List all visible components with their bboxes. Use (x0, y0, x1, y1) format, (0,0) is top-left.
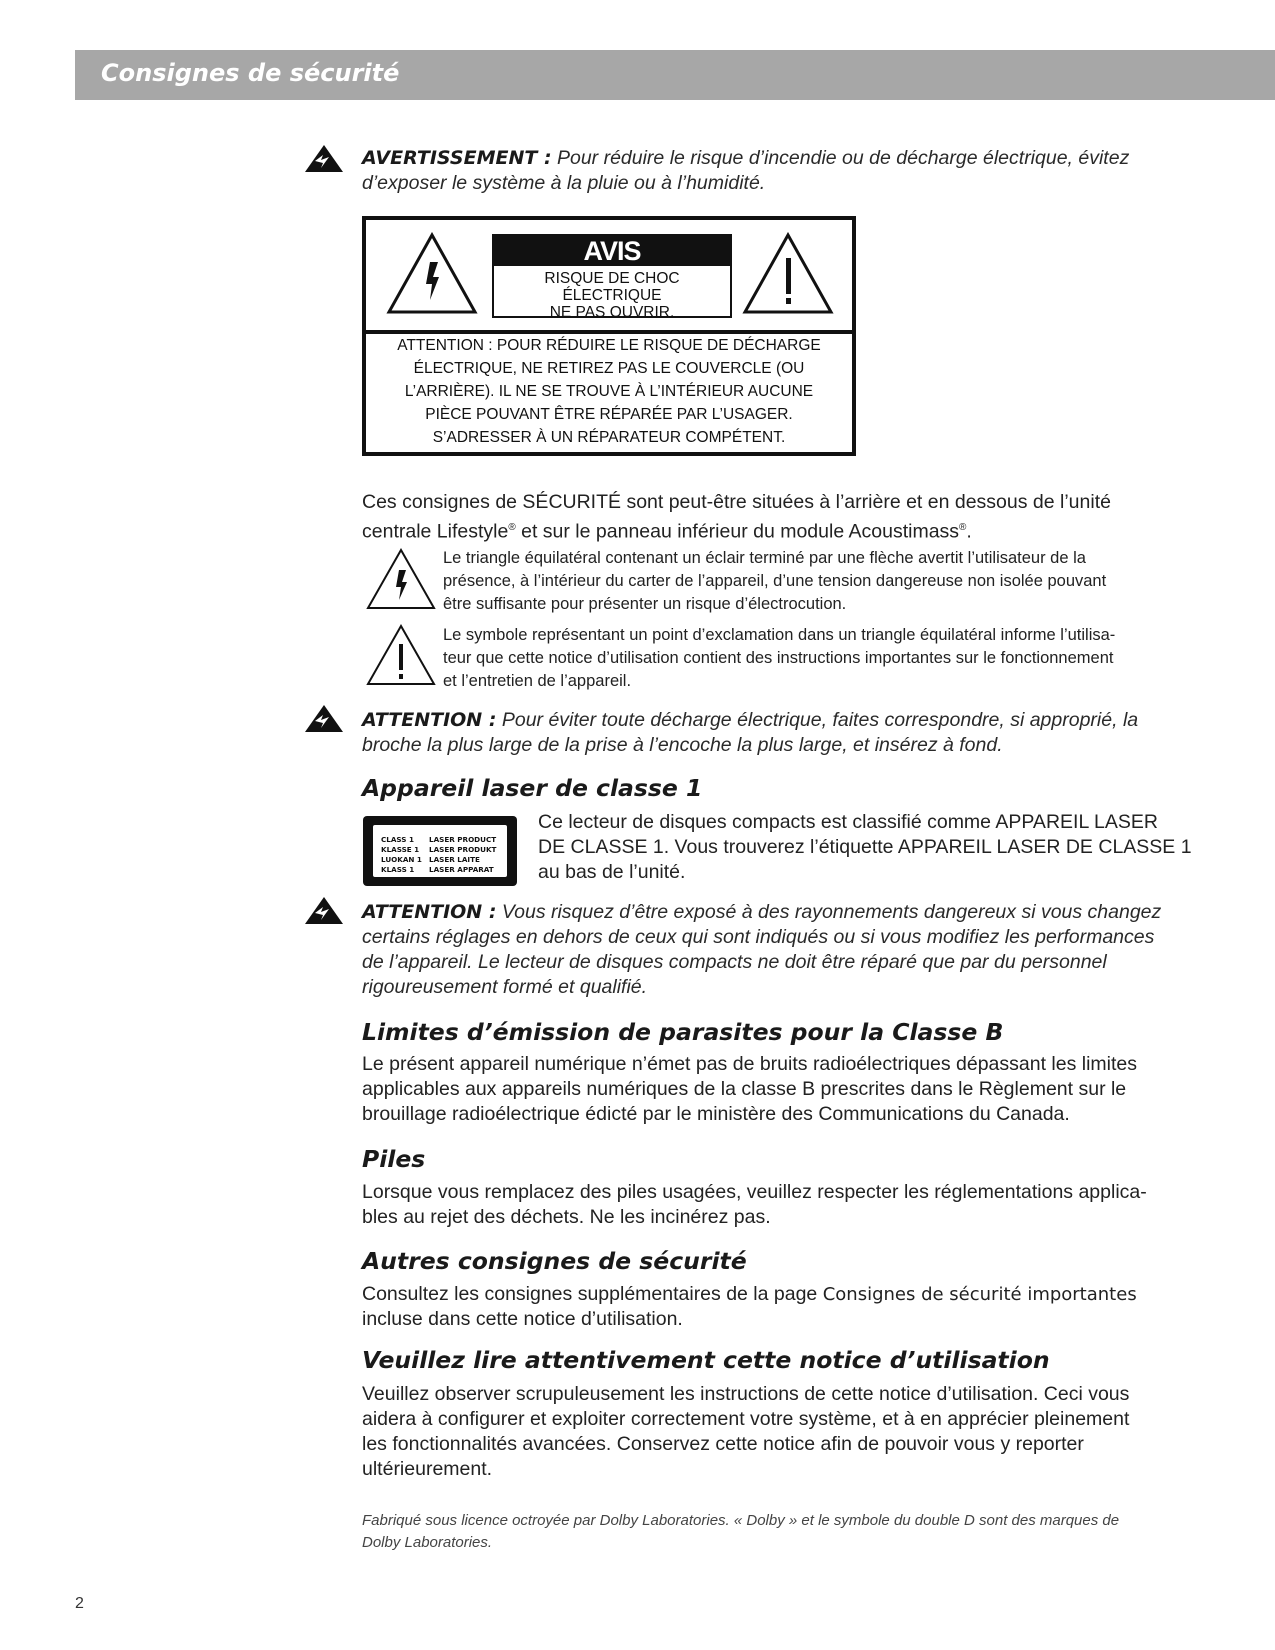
attention-paragraph-1 (362, 708, 1192, 758)
piles-paragraph (362, 1180, 1222, 1230)
attention-text: Pour éviter toute décharge électrique, faites correspondre, si approprié, la (501, 709, 1139, 731)
description-line: teur que cette notice d’utilisation contient des instructions importantes sur le fonctionnement (443, 649, 1114, 667)
registered-mark: ® (508, 522, 516, 533)
page-number: 2 (75, 1595, 84, 1612)
avis-subtitle-line-1: RISQUE DE CHOC ÉLECTRIQUE (544, 270, 680, 304)
location-note-line-2c: . (966, 520, 972, 543)
registered-mark: ® (959, 522, 967, 533)
paragraph-line: les fonctionnalités avancées. Conservez cette notice afin de pouvoir vous y reporter (362, 1433, 1084, 1455)
description-line: présence, à l’intérieur du carter de l’appareil, d’une tension dangereuse non isolée pouvant (443, 572, 1107, 590)
laser-class-label (363, 816, 517, 886)
label-cell: KLASS 1 (381, 865, 415, 874)
avis-line: ÉLECTRIQUE, NE RETIREZ PAS LE COUVERCLE (OU (413, 360, 805, 377)
paragraph-line: bles au rejet des déchets. Ne les incinérez pas. (362, 1206, 771, 1228)
piles-heading: Piles (362, 1145, 426, 1173)
exclamation-symbol-icon (366, 624, 436, 686)
avis-line: L’ARRIÈRE). IL NE SE TROUVE À L’INTÉRIEUR AUCUNE (404, 383, 814, 400)
warning-paragraph (362, 146, 1192, 196)
label-cell: CLASS 1 (381, 835, 414, 844)
autres-line-1: Consultez les consignes supplémentaires de la page (362, 1283, 823, 1305)
label-cell: LASER PRODUCT (429, 835, 497, 844)
warning-text: Pour réduire le risque d’incendie ou de décharge électrique, évitez (556, 147, 1130, 169)
laser-heading: Appareil laser de classe 1 (362, 774, 703, 802)
page-title: Consignes de sécurité (101, 59, 400, 87)
attention-line: rigoureusement formé et qualifié. (362, 976, 648, 998)
footnote-line: Dolby Laboratories. (362, 1534, 493, 1551)
location-note-line-2a: centrale Lifestyle (362, 520, 509, 543)
paragraph-line: brouillage radioélectrique édicté par le ministère des Communications du Canada. (362, 1103, 1070, 1125)
description-line: Le symbole représentant un point d’exclamation dans un triangle équilatéral informe l’utilisa- (443, 626, 1116, 644)
warning-icon (304, 704, 344, 734)
avis-line: ATTENTION : POUR RÉDUIRE LE RISQUE DE DÉCHARGE (397, 337, 821, 354)
location-note (362, 490, 1222, 545)
lightning-symbol-description (443, 547, 1203, 616)
paragraph-line: applicables aux appareils numériques de la classe B prescrites dans le Règlement sur le (362, 1078, 1127, 1100)
avis-label-top (366, 220, 852, 334)
exclamation-triangle-icon (742, 232, 834, 316)
avis-line: S’ADRESSER À UN RÉPARATEUR COMPÉTENT. (432, 429, 786, 446)
label-cell: LASER APPARAT (429, 865, 494, 874)
dolby-footnote (362, 1510, 1222, 1554)
warning-icon (304, 144, 344, 174)
section-header-bar (75, 50, 1275, 100)
attention-lead: ATTENTION : (362, 709, 497, 731)
avis-label-text (366, 334, 852, 449)
paragraph-line: Le présent appareil numérique n’émet pas de bruits radioélectriques dépassant les limites (362, 1053, 1138, 1075)
autres-heading: Autres consignes de sécurité (362, 1247, 747, 1275)
laser-line: Ce lecteur de disques compacts est classifié comme APPAREIL LASER (538, 811, 1158, 833)
warning-text-2: d’exposer le système à la pluie ou à l’humidité. (362, 172, 766, 194)
reference-title: Consignes de sécurité importantes (822, 1284, 1137, 1305)
description-line: et l’entretien de l’appareil. (443, 672, 632, 690)
veuillez-paragraph (362, 1382, 1222, 1482)
autres-paragraph (362, 1282, 1222, 1332)
paragraph-line: ultérieurement. (362, 1458, 493, 1480)
attention-paragraph-2 (362, 900, 1222, 1000)
warning-icon (304, 896, 344, 926)
location-note-line-2b: et sur le panneau inférieur du module Acoustimass (515, 520, 960, 543)
paragraph-line: Lorsque vous remplacez des piles usagées, veuillez respecter les réglementations applica- (362, 1181, 1147, 1203)
avis-subtitle-line-2: NE PAS OUVRIR. (549, 304, 675, 321)
avis-line: PIÈCE POUVANT ÊTRE RÉPARÉE PAR L’USAGER. (425, 406, 793, 423)
footnote-line: Fabriqué sous licence octroyée par Dolby Laboratories. « Dolby » et le symbole du double D sont des marques de (362, 1512, 1120, 1529)
paragraph-line: aidera à configurer et exploiter correctement votre système, et à en apprécier pleinement (362, 1408, 1130, 1430)
attention-text: Vous risquez d’être exposé à des rayonnements dangereux si vous changez (501, 901, 1162, 923)
attention-text-2: broche la plus large de la prise à l’encoche la plus large, et insérez à fond. (362, 734, 1003, 756)
label-cell: LASER PRODUKT (429, 845, 497, 854)
laser-line: au bas de l’unité. (538, 861, 686, 883)
description-line: être suffisante pour présenter un risque d’électrocution. (443, 595, 847, 613)
label-cell: LUOKAN 1 (381, 855, 422, 864)
avis-center-panel (492, 234, 732, 321)
warning-lead: AVERTISSEMENT : (362, 147, 552, 169)
attention-line: certains réglages en dehors de ceux qui sont indiqués ou si vous modifiez les performances (362, 926, 1155, 948)
exclamation-symbol-description (443, 624, 1213, 693)
autres-line-2: incluse dans cette notice d’utilisation. (362, 1308, 683, 1330)
avis-subtitle (494, 270, 730, 321)
description-line: Le triangle équilatéral contenant un éclair terminé par une flèche avertit l’utilisateur de la (443, 549, 1086, 567)
label-cell: KLASSE 1 (381, 845, 420, 854)
avis-title: AVIS (494, 236, 730, 266)
label-cell: LASER LAITE (429, 855, 480, 864)
location-note-line-1: Ces consignes de SÉCURITÉ sont peut-être situées à l’arrière et en dessous de l’unité (362, 491, 1111, 513)
paragraph-line: Veuillez observer scrupuleusement les instructions de cette notice d’utilisation. Ceci vous (362, 1383, 1130, 1405)
laser-description (538, 810, 1238, 885)
attention-line: de l’appareil. Le lecteur de disques compacts ne doit être réparé que par du personnel (362, 951, 1107, 973)
classb-paragraph (362, 1052, 1222, 1127)
classb-heading: Limites d’émission de parasites pour la Classe B (362, 1018, 1004, 1046)
lightning-symbol-icon (366, 548, 436, 610)
lightning-triangle-icon (386, 232, 478, 316)
avis-warning-label (362, 216, 856, 456)
veuillez-heading: Veuillez lire attentivement cette notice d’utilisation (362, 1346, 1050, 1374)
attention-lead: ATTENTION : (362, 901, 497, 923)
laser-line: DE CLASSE 1. Vous trouverez l’étiquette APPAREIL LASER DE CLASSE 1 (538, 836, 1192, 858)
